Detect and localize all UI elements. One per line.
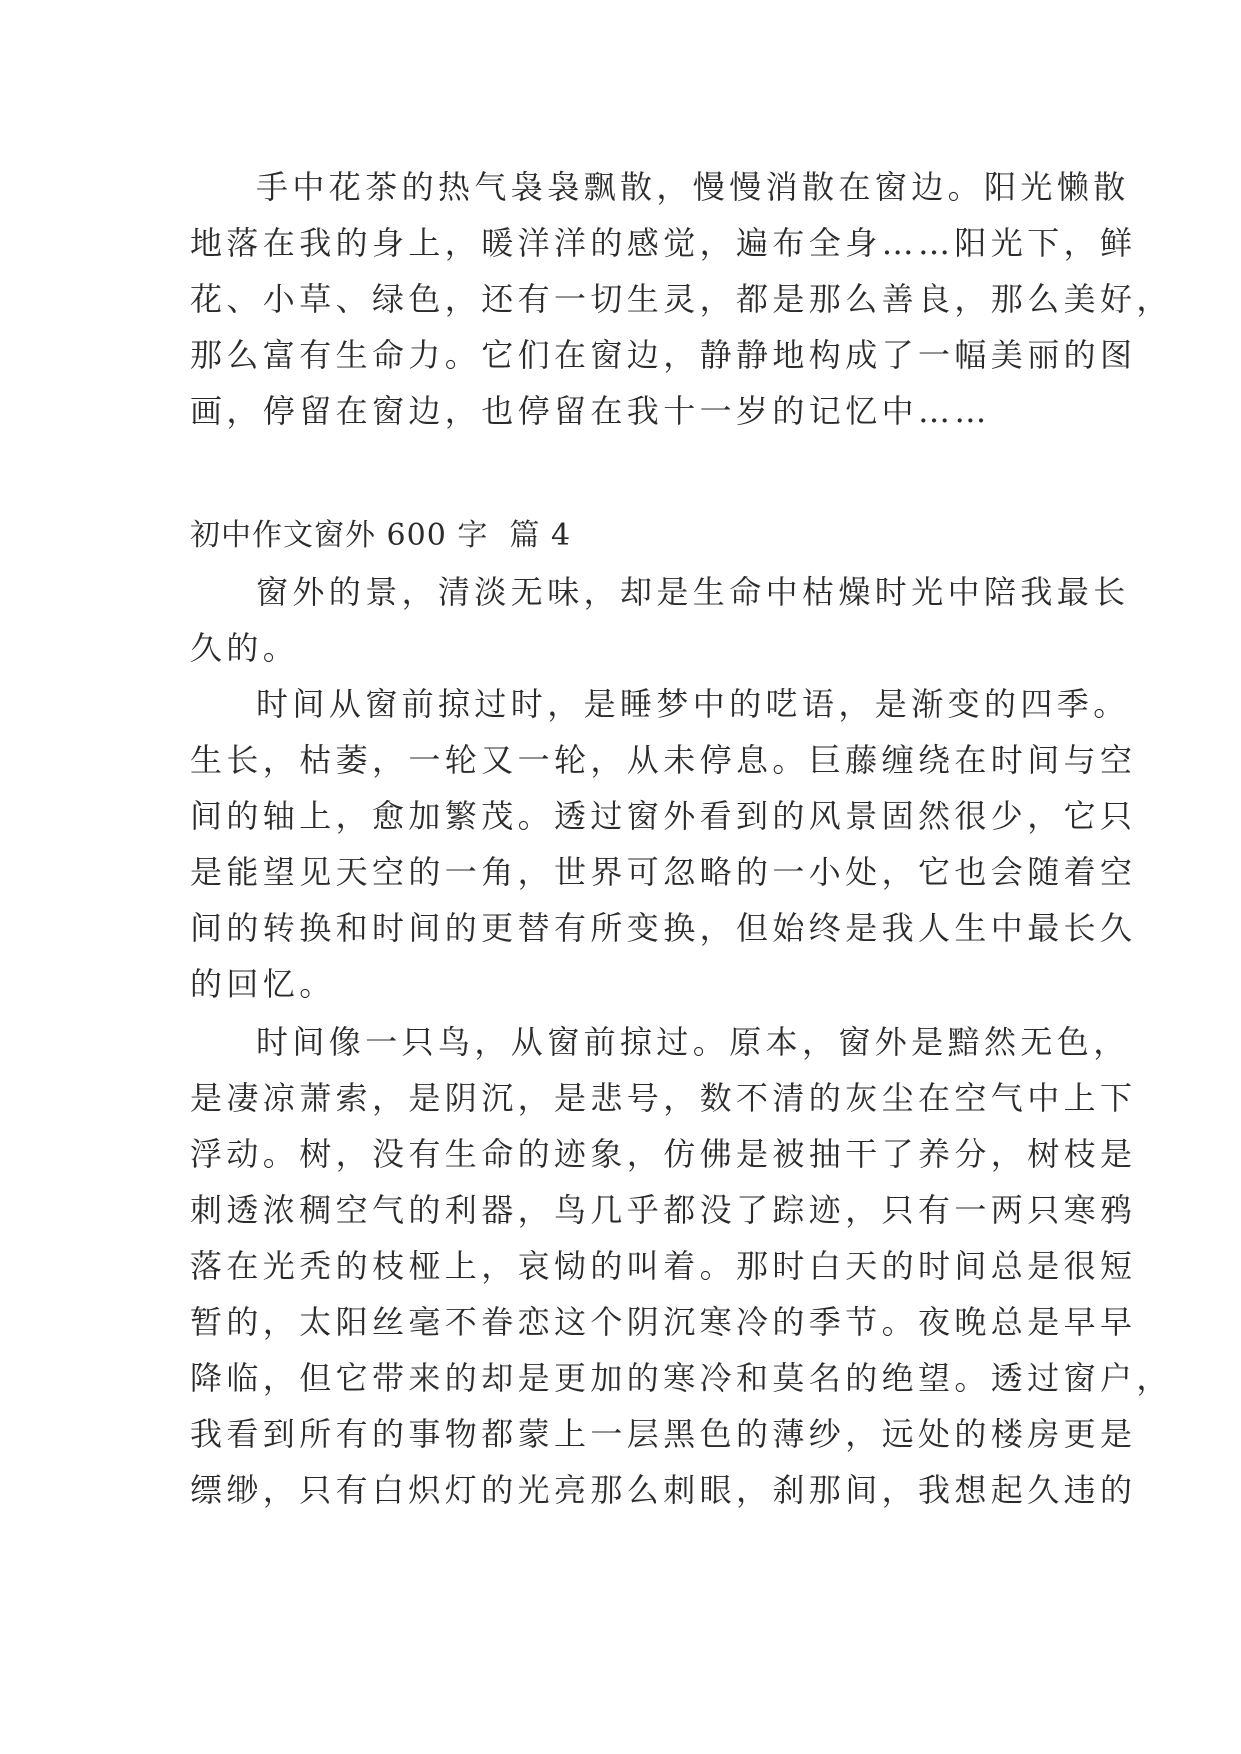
text-line: 间的转换和时间的更替有所变换，但始终是我人生中最长久 xyxy=(190,909,1137,947)
text-line: 时间像一只鸟，从窗前掠过。原本，窗外是黯然无色， xyxy=(256,1023,1130,1061)
text-line: 那么富有生命力。它们在窗边，静静地构成了一幅美丽的图 xyxy=(190,336,1137,374)
section-title: 初中作文窗外 600 字 篇 4 xyxy=(190,518,572,553)
text-line: 暂的，太阳丝毫不眷恋这个阴沉寒冷的季节。夜晚总是早早 xyxy=(190,1303,1137,1341)
text-line: 手中花茶的热气袅袅飘散，慢慢消散在窗边。阳光懒散 xyxy=(256,168,1130,206)
text-line: 花、小草、绿色，还有一切生灵，都是那么善良，那么美好， xyxy=(190,280,1173,318)
text-line: 落在光秃的枝桠上，哀恸的叫着。那时白天的时间总是很短 xyxy=(190,1247,1137,1285)
text-line: 生长，枯萎，一轮又一轮，从未停息。巨藤缠绕在时间与空 xyxy=(190,741,1137,779)
text-line: 窗外的景，清淡无味，却是生命中枯燥时光中陪我最长 xyxy=(256,573,1130,611)
text-line: 地落在我的身上，暖洋洋的感觉，遍布全身……阳光下，鲜 xyxy=(190,224,1137,262)
paragraph-time-passes xyxy=(190,676,1137,1012)
paragraph-scenery xyxy=(190,564,1130,676)
text-line: 是能望见天空的一角，世界可忽略的一小处，它也会随着空 xyxy=(190,853,1137,891)
text-line: 的回忆。 xyxy=(190,965,336,1003)
text-line: 久的。 xyxy=(190,629,300,667)
text-line: 是凄凉萧索，是阴沉，是悲号，数不清的灰尘在空气中上下 xyxy=(190,1079,1137,1117)
section-heading xyxy=(190,508,1050,564)
text-line: 间的轴上，愈加繁茂。透过窗外看到的风景固然很少，它只 xyxy=(190,797,1137,835)
paragraph-bird xyxy=(190,1014,1173,1518)
text-line: 我看到所有的事物都蒙上一层黑色的薄纱，远处的楼房更是 xyxy=(190,1415,1137,1453)
text-line: 刺透浓稠空气的利器，鸟几乎都没了踪迹，只有一两只寒鸦 xyxy=(190,1191,1137,1229)
text-line: 缥缈，只有白炽灯的光亮那么刺眼，刹那间，我想起久违的 xyxy=(190,1471,1137,1509)
text-line: 降临，但它带来的却是更加的寒冷和莫名的绝望。透过窗户， xyxy=(190,1359,1173,1397)
text-line: 时间从窗前掠过时，是睡梦中的呓语，是渐变的四季。 xyxy=(256,685,1130,723)
paragraph-teacup xyxy=(190,159,1173,439)
text-line: 画，停留在窗边，也停留在我十一岁的记忆中…… xyxy=(190,392,991,430)
text-line: 浮动。树，没有生命的迹象，仿佛是被抽干了养分，树枝是 xyxy=(190,1135,1137,1173)
